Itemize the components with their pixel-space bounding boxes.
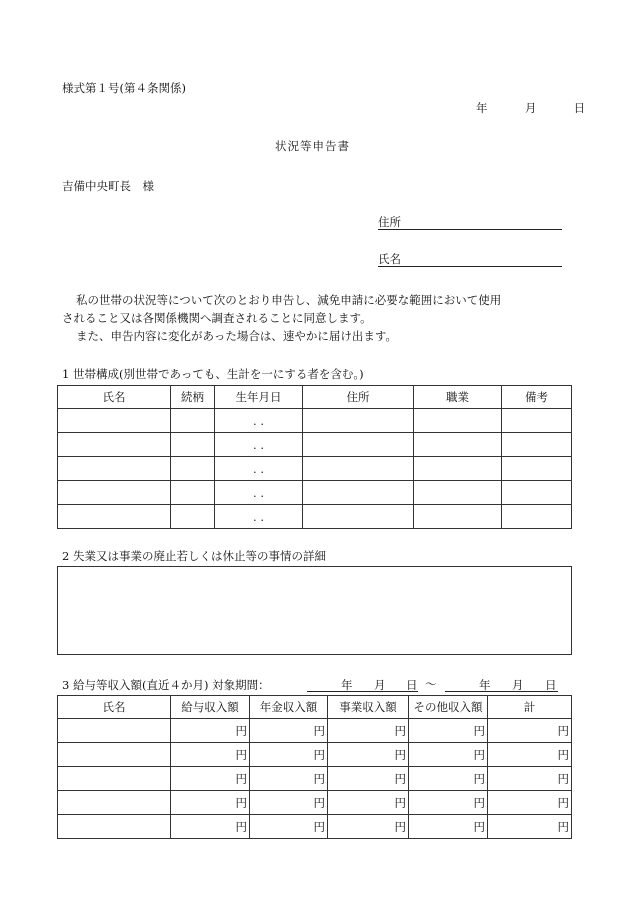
period-end-month: 月: [512, 678, 524, 692]
salary-cell[interactable]: 円: [171, 815, 250, 839]
business-cell[interactable]: 円: [328, 791, 409, 815]
remarks-cell[interactable]: [502, 433, 572, 457]
relation-cell[interactable]: [171, 481, 215, 505]
remarks-cell[interactable]: [502, 481, 572, 505]
date-year-label: 年: [476, 101, 488, 115]
other-cell[interactable]: 円: [409, 767, 488, 791]
pension-cell[interactable]: 円: [250, 767, 328, 791]
other-cell[interactable]: 円: [409, 815, 488, 839]
relation-cell[interactable]: [171, 457, 215, 481]
addressee: 吉備中央町長 様: [62, 179, 154, 193]
address-cell[interactable]: [303, 505, 414, 529]
dob-cell[interactable]: . .: [215, 481, 303, 505]
remarks-cell[interactable]: [502, 409, 572, 433]
relation-cell[interactable]: [171, 433, 215, 457]
name-label: 氏名: [378, 252, 401, 266]
salary-cell[interactable]: 円: [171, 791, 250, 815]
table-row: [58, 767, 572, 791]
period-start-field[interactable]: [307, 677, 418, 692]
address-cell[interactable]: [303, 409, 414, 433]
salary-cell[interactable]: 円: [171, 743, 250, 767]
income-table: [57, 695, 572, 839]
business-cell[interactable]: 円: [328, 815, 409, 839]
details-textarea[interactable]: [57, 566, 572, 655]
period-start-year: 年: [341, 678, 353, 692]
table-row: [58, 743, 572, 767]
period-start-month: 月: [374, 678, 386, 692]
period-end-day: 日: [545, 678, 557, 692]
total-cell[interactable]: 円: [488, 719, 572, 743]
total-cell[interactable]: 円: [488, 815, 572, 839]
business-cell[interactable]: 円: [328, 743, 409, 767]
name-cell[interactable]: [58, 433, 171, 457]
remarks-cell[interactable]: [502, 505, 572, 529]
name-cell[interactable]: [58, 791, 171, 815]
table-row: [58, 481, 572, 505]
table-row: [58, 505, 572, 529]
total-cell[interactable]: 円: [488, 767, 572, 791]
table-row: [58, 433, 572, 457]
address-label: 住所: [378, 215, 401, 229]
section2-heading: 2 失業又は事業の廃止若しくは休止等の事情の詳細: [62, 549, 326, 563]
period-start-day: 日: [406, 678, 418, 692]
period-end-field[interactable]: [445, 677, 558, 692]
form-label: 様式第１号(第４条関係): [62, 81, 186, 95]
col-remarks: 備考: [502, 386, 572, 409]
occupation-cell[interactable]: [414, 433, 502, 457]
name-cell[interactable]: [58, 815, 171, 839]
occupation-cell[interactable]: [414, 481, 502, 505]
section3-heading: 3 給与等収入額(直近４か月) 対象期間：: [62, 678, 270, 692]
other-cell[interactable]: 円: [409, 791, 488, 815]
name-cell[interactable]: [58, 767, 171, 791]
col-pension: 年金収入額: [250, 696, 328, 719]
dob-cell[interactable]: . .: [215, 433, 303, 457]
household-header-row: [58, 386, 572, 409]
table-row: [58, 719, 572, 743]
col-name: 氏名: [58, 386, 171, 409]
section1-heading: 1 世帯構成(別世帯であっても、生計を一にする者を含む。): [62, 367, 364, 381]
table-row: [58, 815, 572, 839]
total-cell[interactable]: 円: [488, 743, 572, 767]
relation-cell[interactable]: [171, 505, 215, 529]
col-business: 事業収入額: [328, 696, 409, 719]
statement-line-1: 私の世帯の状況等について次のとおり申告し、減免申請に必要な範囲において使用: [76, 293, 502, 307]
date-month-label: 月: [524, 101, 537, 115]
col-name: 氏名: [58, 696, 171, 719]
address-cell[interactable]: [303, 481, 414, 505]
other-cell[interactable]: 円: [409, 743, 488, 767]
household-table: [57, 385, 572, 529]
date-day-label: 日: [573, 101, 586, 115]
name-field[interactable]: [378, 251, 562, 267]
address-cell[interactable]: [303, 433, 414, 457]
name-cell[interactable]: [58, 719, 171, 743]
table-row: [58, 409, 572, 433]
dob-cell[interactable]: . .: [215, 457, 303, 481]
name-cell[interactable]: [58, 743, 171, 767]
table-row: [58, 791, 572, 815]
salary-cell[interactable]: 円: [171, 719, 250, 743]
col-dob: 生年月日: [215, 386, 303, 409]
dob-cell[interactable]: . .: [215, 409, 303, 433]
col-occupation: 職業: [414, 386, 502, 409]
address-field[interactable]: [378, 214, 562, 230]
table-row: [58, 457, 572, 481]
relation-cell[interactable]: [171, 409, 215, 433]
page-title: 状況等申告書: [275, 139, 350, 153]
name-cell[interactable]: [58, 409, 171, 433]
pension-cell[interactable]: 円: [250, 719, 328, 743]
col-other: その他収入額: [409, 696, 488, 719]
pension-cell[interactable]: 円: [250, 743, 328, 767]
occupation-cell[interactable]: [414, 409, 502, 433]
salary-cell[interactable]: 円: [171, 767, 250, 791]
pension-cell[interactable]: 円: [250, 815, 328, 839]
pension-cell[interactable]: 円: [250, 791, 328, 815]
address-cell[interactable]: [303, 457, 414, 481]
col-relation: 続柄: [171, 386, 215, 409]
remarks-cell[interactable]: [502, 457, 572, 481]
dob-cell[interactable]: . .: [215, 505, 303, 529]
date-line: [476, 100, 585, 116]
statement-line-3: また、申告内容に変化があった場合は、速やかに届け出ます。: [76, 329, 397, 343]
name-cell[interactable]: [58, 481, 171, 505]
period-end-year: 年: [479, 678, 491, 692]
business-cell[interactable]: 円: [328, 719, 409, 743]
income-header-row: [58, 696, 572, 719]
col-salary: 給与収入額: [171, 696, 250, 719]
occupation-cell[interactable]: [414, 457, 502, 481]
occupation-cell[interactable]: [414, 505, 502, 529]
total-cell[interactable]: 円: [488, 791, 572, 815]
business-cell[interactable]: 円: [328, 767, 409, 791]
name-cell[interactable]: [58, 505, 171, 529]
name-cell[interactable]: [58, 457, 171, 481]
col-total: 計: [488, 696, 572, 719]
col-address: 住所: [303, 386, 414, 409]
other-cell[interactable]: 円: [409, 719, 488, 743]
period-tilde: 〜: [425, 677, 437, 691]
statement-line-2: されること又は各関係機関へ調査されることに同意します。: [62, 311, 372, 325]
